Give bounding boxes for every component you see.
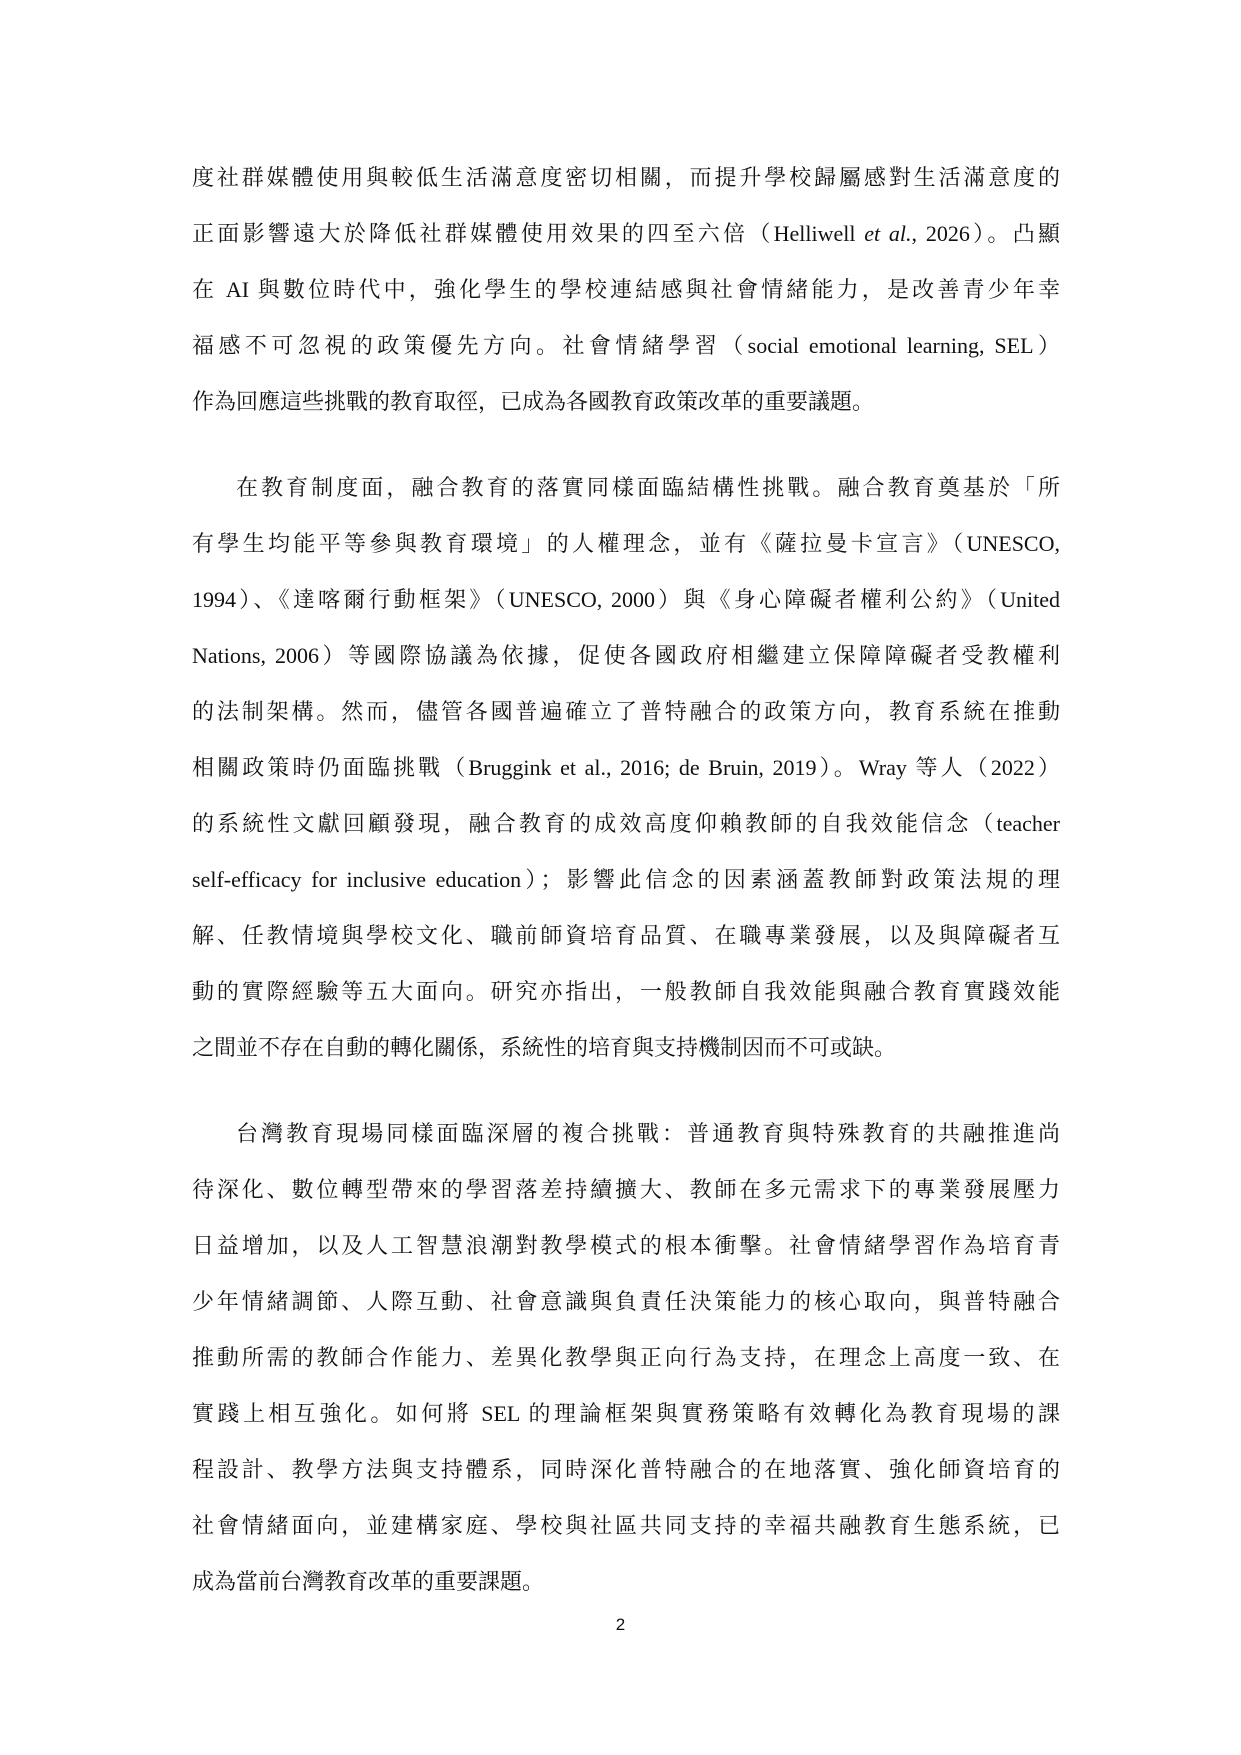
body-text (192, 150, 1060, 1610)
text-line: 待深化、數位轉型帶來的學習落差持續擴大、教師在多元需求下的專業發展壓力 (192, 1177, 1060, 1202)
text-line: 的法制架構。然而，儘管各國普遍確立了普特融合的政策方向，教育系統在推動 (192, 699, 1060, 724)
text-line: 台灣教育現場同樣面臨深層的複合挑戰：普通教育與特殊教育的共融推進尚 (236, 1121, 1060, 1146)
text-line: 日益增加，以及人工智慧浪潮對教學模式的根本衝擊。社會情緒學習作為培育青 (192, 1233, 1060, 1258)
text-line (192, 206, 1060, 262)
text-line: 解、任教情境與學校文化、職前師資培育品質、在職專業發展，以及與障礙者互 (192, 923, 1060, 948)
page-number: 2 (615, 1615, 626, 1634)
citation-et-al: et al. (864, 221, 912, 246)
text-line: 的系統性文獻回顧發現，融合教育的成效高度仰賴教師的自我效能信念（teacher (192, 811, 1060, 836)
text-line: 動的實際經驗等五大面向。研究亦指出，一般教師自我效能與融合教育實踐效能 (192, 979, 1060, 1004)
text-line: 實踐上相互強化。如何將 SEL 的理論框架與實務策略有效轉化為教育現場的課 (192, 1401, 1060, 1426)
paragraph-continuation (192, 150, 1060, 430)
text-line: Nations, 2006）等國際協議為依據，促使各國政府相繼建立保障障礙者受教權利 (192, 643, 1060, 668)
paragraph-taiwan-education (192, 1106, 1060, 1610)
paragraph-inclusive-education (192, 460, 1060, 1076)
text-line: 1994）、《達喀爾行動框架》（UNESCO, 2000）與《身心障礙者權利公約》（United (192, 587, 1060, 612)
text-line: 有學生均能平等參與教育環境」的人權理念，並有《薩拉曼卡宣言》（UNESCO, (192, 531, 1060, 556)
text-line: 少年情緒調節、人際互動、社會意識與負責任決策能力的核心取向，與普特融合 (192, 1289, 1060, 1314)
text-line: 作為回應這些挑戰的教育取徑，已成為各國教育政策改革的重要議題。 (192, 389, 875, 414)
text-segment: , 2026）。凸顯 (911, 221, 1060, 246)
text-line: 之間並不存在自動的轉化關係，系統性的培育與支持機制因而不可或缺。 (192, 1035, 897, 1060)
text-line: 在 AI 與數位時代中，強化學生的學校連結感與社會情緒能力，是改善青少年幸 (192, 277, 1060, 302)
text-segment: 正面影響遠大於降低社群媒體使用效果的四至六倍（Helliwell (192, 221, 865, 246)
text-line: 度社群媒體使用與較低生活滿意度密切相關，而提升學校歸屬感對生活滿意度的 (192, 165, 1060, 190)
text-line: 福感不可忽視的政策優先方向。社會情緒學習（social emotional learning, SEL） (192, 333, 1060, 358)
text-line: 相關政策時仍面臨挑戰（Bruggink et al., 2016; de Bruin, 2019）。Wray 等人（2022） (192, 755, 1060, 780)
text-line: 程設計、教學方法與支持體系，同時深化普特融合的在地落實、強化師資培育的 (192, 1457, 1060, 1482)
text-line: 推動所需的教師合作能力、差異化教學與正向行為支持，在理念上高度一致、在 (192, 1345, 1060, 1370)
text-line: 在教育制度面，融合教育的落實同樣面臨結構性挑戰。融合教育奠基於「所 (236, 475, 1060, 500)
text-line: 社會情緒面向，並建構家庭、學校與社區共同支持的幸福共融教育生態系統，已 (192, 1513, 1060, 1538)
text-line: 成為當前台灣教育改革的重要課題。 (192, 1569, 545, 1594)
text-line: self-efficacy for inclusive education）；影響此信念的因素涵蓋教師對政策法規的理 (192, 867, 1060, 892)
